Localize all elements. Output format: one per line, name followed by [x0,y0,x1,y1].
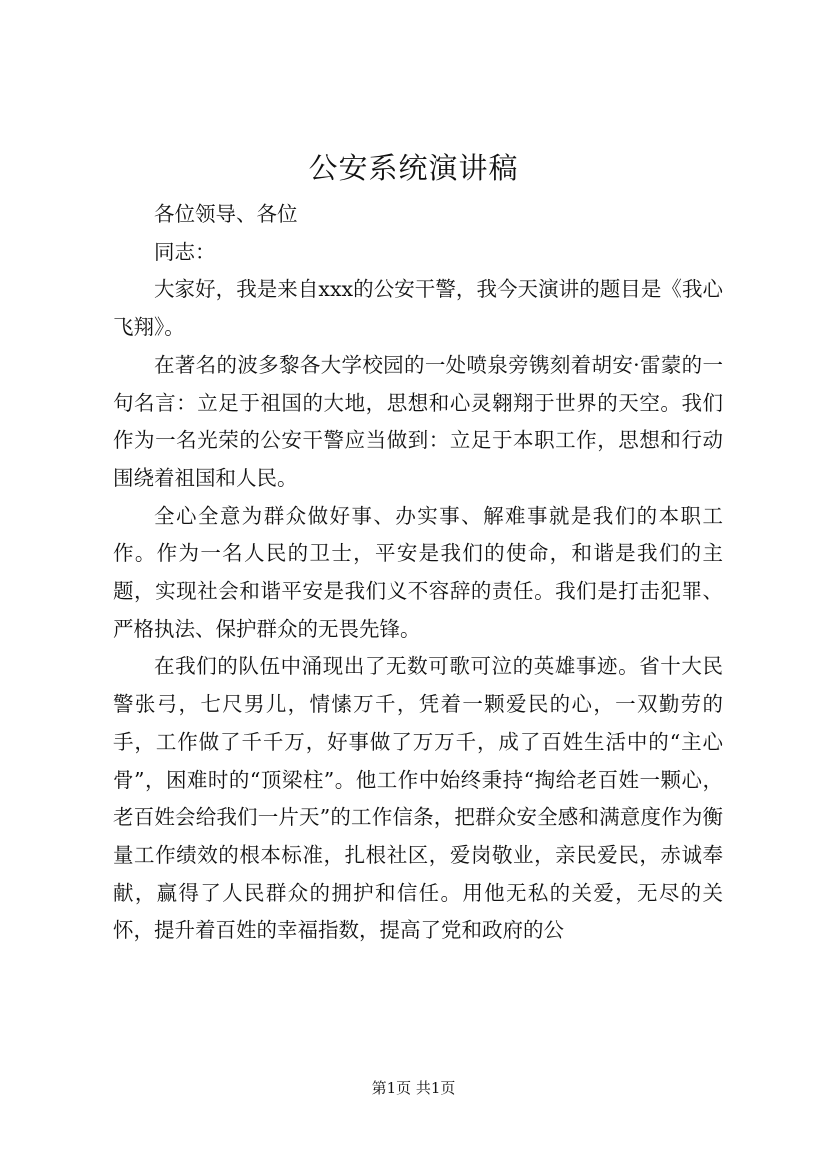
page-number-label: 第1页 共1页 [371,1079,456,1097]
document-body [113,196,723,950]
paragraph-duty: 全心全意为群众做好事、办实事、解难事就是我们的本职工作。作为一名人民的卫士，平安是我们的使命，和谐是我们的主题，实现社会和谐平安是我们义不容辞的责任。我们是打击犯罪、严格执法、保护群众的无畏先锋。 [113,503,723,641]
salutation-line-1: 各位领导、各位 [154,202,298,226]
paragraph-greeting: 大家好，我是来自xxx的公安干警，我今天演讲的题目是《我心飞翔》。 [113,277,723,340]
paragraph-quote: 在著名的波多黎各大学校园的一处喷泉旁镌刻着胡安·雷蒙的一句名言：立足于祖国的大地，思想和心灵翱翔于世界的天空。我们作为一名光荣的公安干警应当做到：立足于本职工作，思想和行动围绕着祖国和人民。 [113,352,723,490]
paragraph-hero: 在我们的队伍中涌现出了无数可歌可泣的英雄事迹。省十大民警张弓，七尺男儿，情愫万千，凭着一颗爱民的心，一双勤劳的手，工作做了千千万，好事做了万万千，成了百姓生活中的“主心骨”，困难时的“顶梁柱”。他工作中始终秉持“掏给老百姓一颗心，老百姓会给我们一片天”的工作信条，把群众安全感和满意度作为衡量工作绩效的根本标准，扎根社区，爱岗敬业，亲民爱民，赤诚奉献，赢得了人民群众的拥护和信任。用他无私的关爱，无尽的关怀，提升着百姓的幸福指数，提高了党和政府的公 [113,654,723,943]
salutation-line-2: 同志： [154,239,216,264]
page-footer [0,1077,827,1099]
document-title: 公安系统演讲稿 [308,151,519,185]
